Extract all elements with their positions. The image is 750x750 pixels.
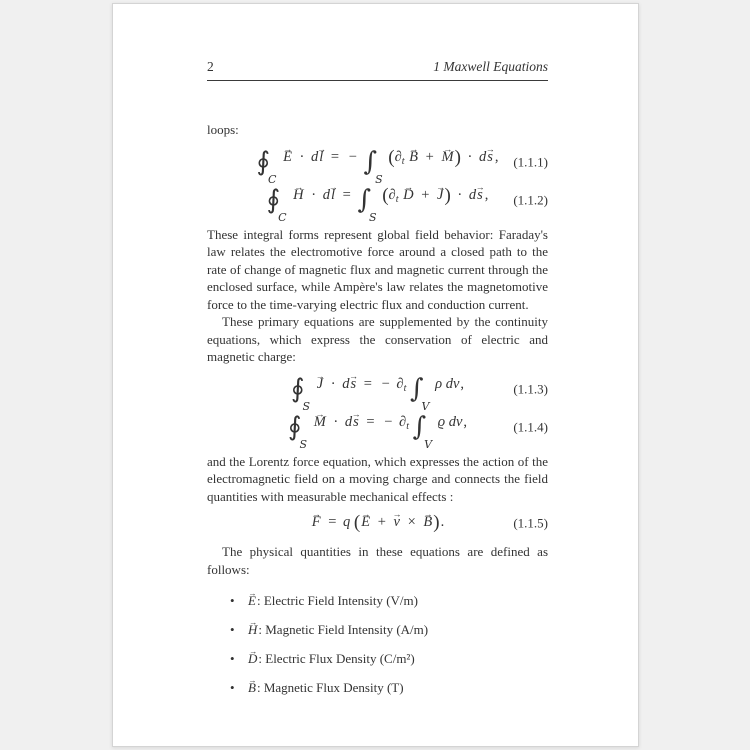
vector-symbol: → H: [247, 623, 258, 636]
bullet-text: : Magnetic Flux Density (T): [256, 680, 404, 695]
vector-symbol: → E: [282, 150, 293, 165]
list-item-magnetic-flux: [230, 679, 548, 696]
bullet-text: : Electric Flux Density (C/m²): [258, 651, 415, 666]
equation-group-integral-forms: [207, 143, 548, 224]
vector-symbol: → D: [402, 188, 414, 203]
vector-symbol: → E: [247, 594, 257, 607]
equation-math: $∮_S \to M \cdot d\to s$ = − $\partial_t$ $\int_V$ ϱ dv,: [288, 412, 467, 442]
definition-list: [230, 592, 548, 696]
equation-math: $∮_C \to E \cdot d\to l$ = − $\int_S$ ($\partial_t \to B$ + → M) · d→ s ,: [256, 147, 498, 177]
paragraph-integral-forms: These integral forms represent global field behavior: Faraday's law relates the electromotive force around a closed path to the rate of change of magnetic flux and magnetic current through the enclosed surface, while Ampère's law relates the magnetomotive force to the time-varying electric flux and conduction current.: [207, 226, 548, 312]
integral-icon: $\int_V$: [412, 411, 433, 451]
vector-symbol: → H: [292, 188, 304, 203]
vector-symbol: → s: [486, 150, 494, 165]
vector-symbol: → s: [352, 415, 360, 430]
integral-icon: $\int_V$: [409, 373, 430, 413]
equation-math: → F = q (→ E + → v × → B).: [311, 513, 444, 532]
vector-symbol: → l: [318, 150, 324, 165]
equation-number: (1.1.4): [513, 419, 548, 434]
vector-symbol: → F: [311, 515, 322, 530]
vector-symbol: → B: [408, 150, 419, 165]
equation-math: $∮_C \to H \cdot d\to l = \int_S$ ($\partial_t \to D$ + → J) · d→ s ,: [267, 185, 489, 215]
bullet-icon: •: [230, 593, 235, 608]
running-title: 1 Maxwell Equations: [433, 59, 548, 74]
contour-integral-icon: $∮_S$: [287, 411, 308, 451]
page-header: [207, 59, 548, 81]
list-item-electric-field: [230, 592, 548, 609]
integral-icon: $\int_S$: [363, 146, 383, 186]
bullet-icon: •: [230, 680, 235, 695]
vector-symbol: → v: [393, 515, 401, 530]
page-number: 2: [207, 59, 214, 74]
equation-group-lorentz: [207, 509, 548, 536]
bullet-icon: •: [230, 622, 235, 637]
contour-integral-icon: $∮_C$: [266, 184, 287, 224]
document-page: [112, 3, 639, 747]
equation-ampere: [207, 181, 548, 224]
vector-symbol: → B: [247, 681, 257, 694]
vector-symbol: → J: [436, 188, 444, 203]
paragraph-continuity: These primary equations are supplemented by the continuity equations, which express the conservation of electric and magnetic charge:: [207, 314, 548, 364]
paragraph-quantities: The physical quantities in these equations are defined as follows:: [207, 544, 548, 577]
vector-symbol: → s: [476, 188, 484, 203]
list-item-magnetic-field: [230, 621, 548, 638]
equation-electric-continuity: [207, 370, 548, 413]
bullet-icon: •: [230, 651, 235, 666]
equation-number: (1.1.5): [513, 515, 548, 530]
vector-symbol: → s: [349, 377, 357, 392]
vector-symbol: → l: [330, 188, 336, 203]
vector-symbol: → B: [422, 515, 433, 530]
equation-number: (1.1.2): [513, 192, 548, 207]
vector-symbol: → D: [247, 652, 258, 665]
vector-symbol: → M: [313, 415, 327, 430]
contour-integral-icon: $∮_S$: [290, 373, 311, 413]
vector-symbol: → E: [360, 515, 371, 530]
list-item-electric-flux: [230, 650, 548, 667]
equation-group-continuity: [207, 370, 548, 451]
integral-icon: $\int_S$: [357, 184, 377, 224]
contour-integral-icon: $∮_C$: [256, 146, 277, 186]
equation-number: (1.1.3): [513, 381, 548, 396]
bullet-text: : Magnetic Field Intensity (A/m): [258, 622, 429, 637]
equation-faraday: [207, 143, 548, 186]
equation-math: $∮_S \to J \cdot d\to s$ = − $\partial_t$ $\int_V$ ρ dv,: [291, 374, 464, 404]
bullet-text: : Electric Field Intensity (V/m): [256, 593, 418, 608]
equation-lorentz-force: [207, 509, 548, 536]
equation-number: (1.1.1): [513, 154, 548, 169]
paragraph-lorentz: and the Lorentz force equation, which expresses the action of the electromagnetic field on a moving charge and connects the field quantities with measurable mechanical effects :: [207, 453, 548, 504]
paragraph-lead-in: loops:: [207, 122, 239, 137]
vector-symbol: → J: [316, 377, 324, 392]
equation-magnetic-continuity: [207, 408, 548, 451]
vector-symbol: → M: [440, 150, 454, 165]
